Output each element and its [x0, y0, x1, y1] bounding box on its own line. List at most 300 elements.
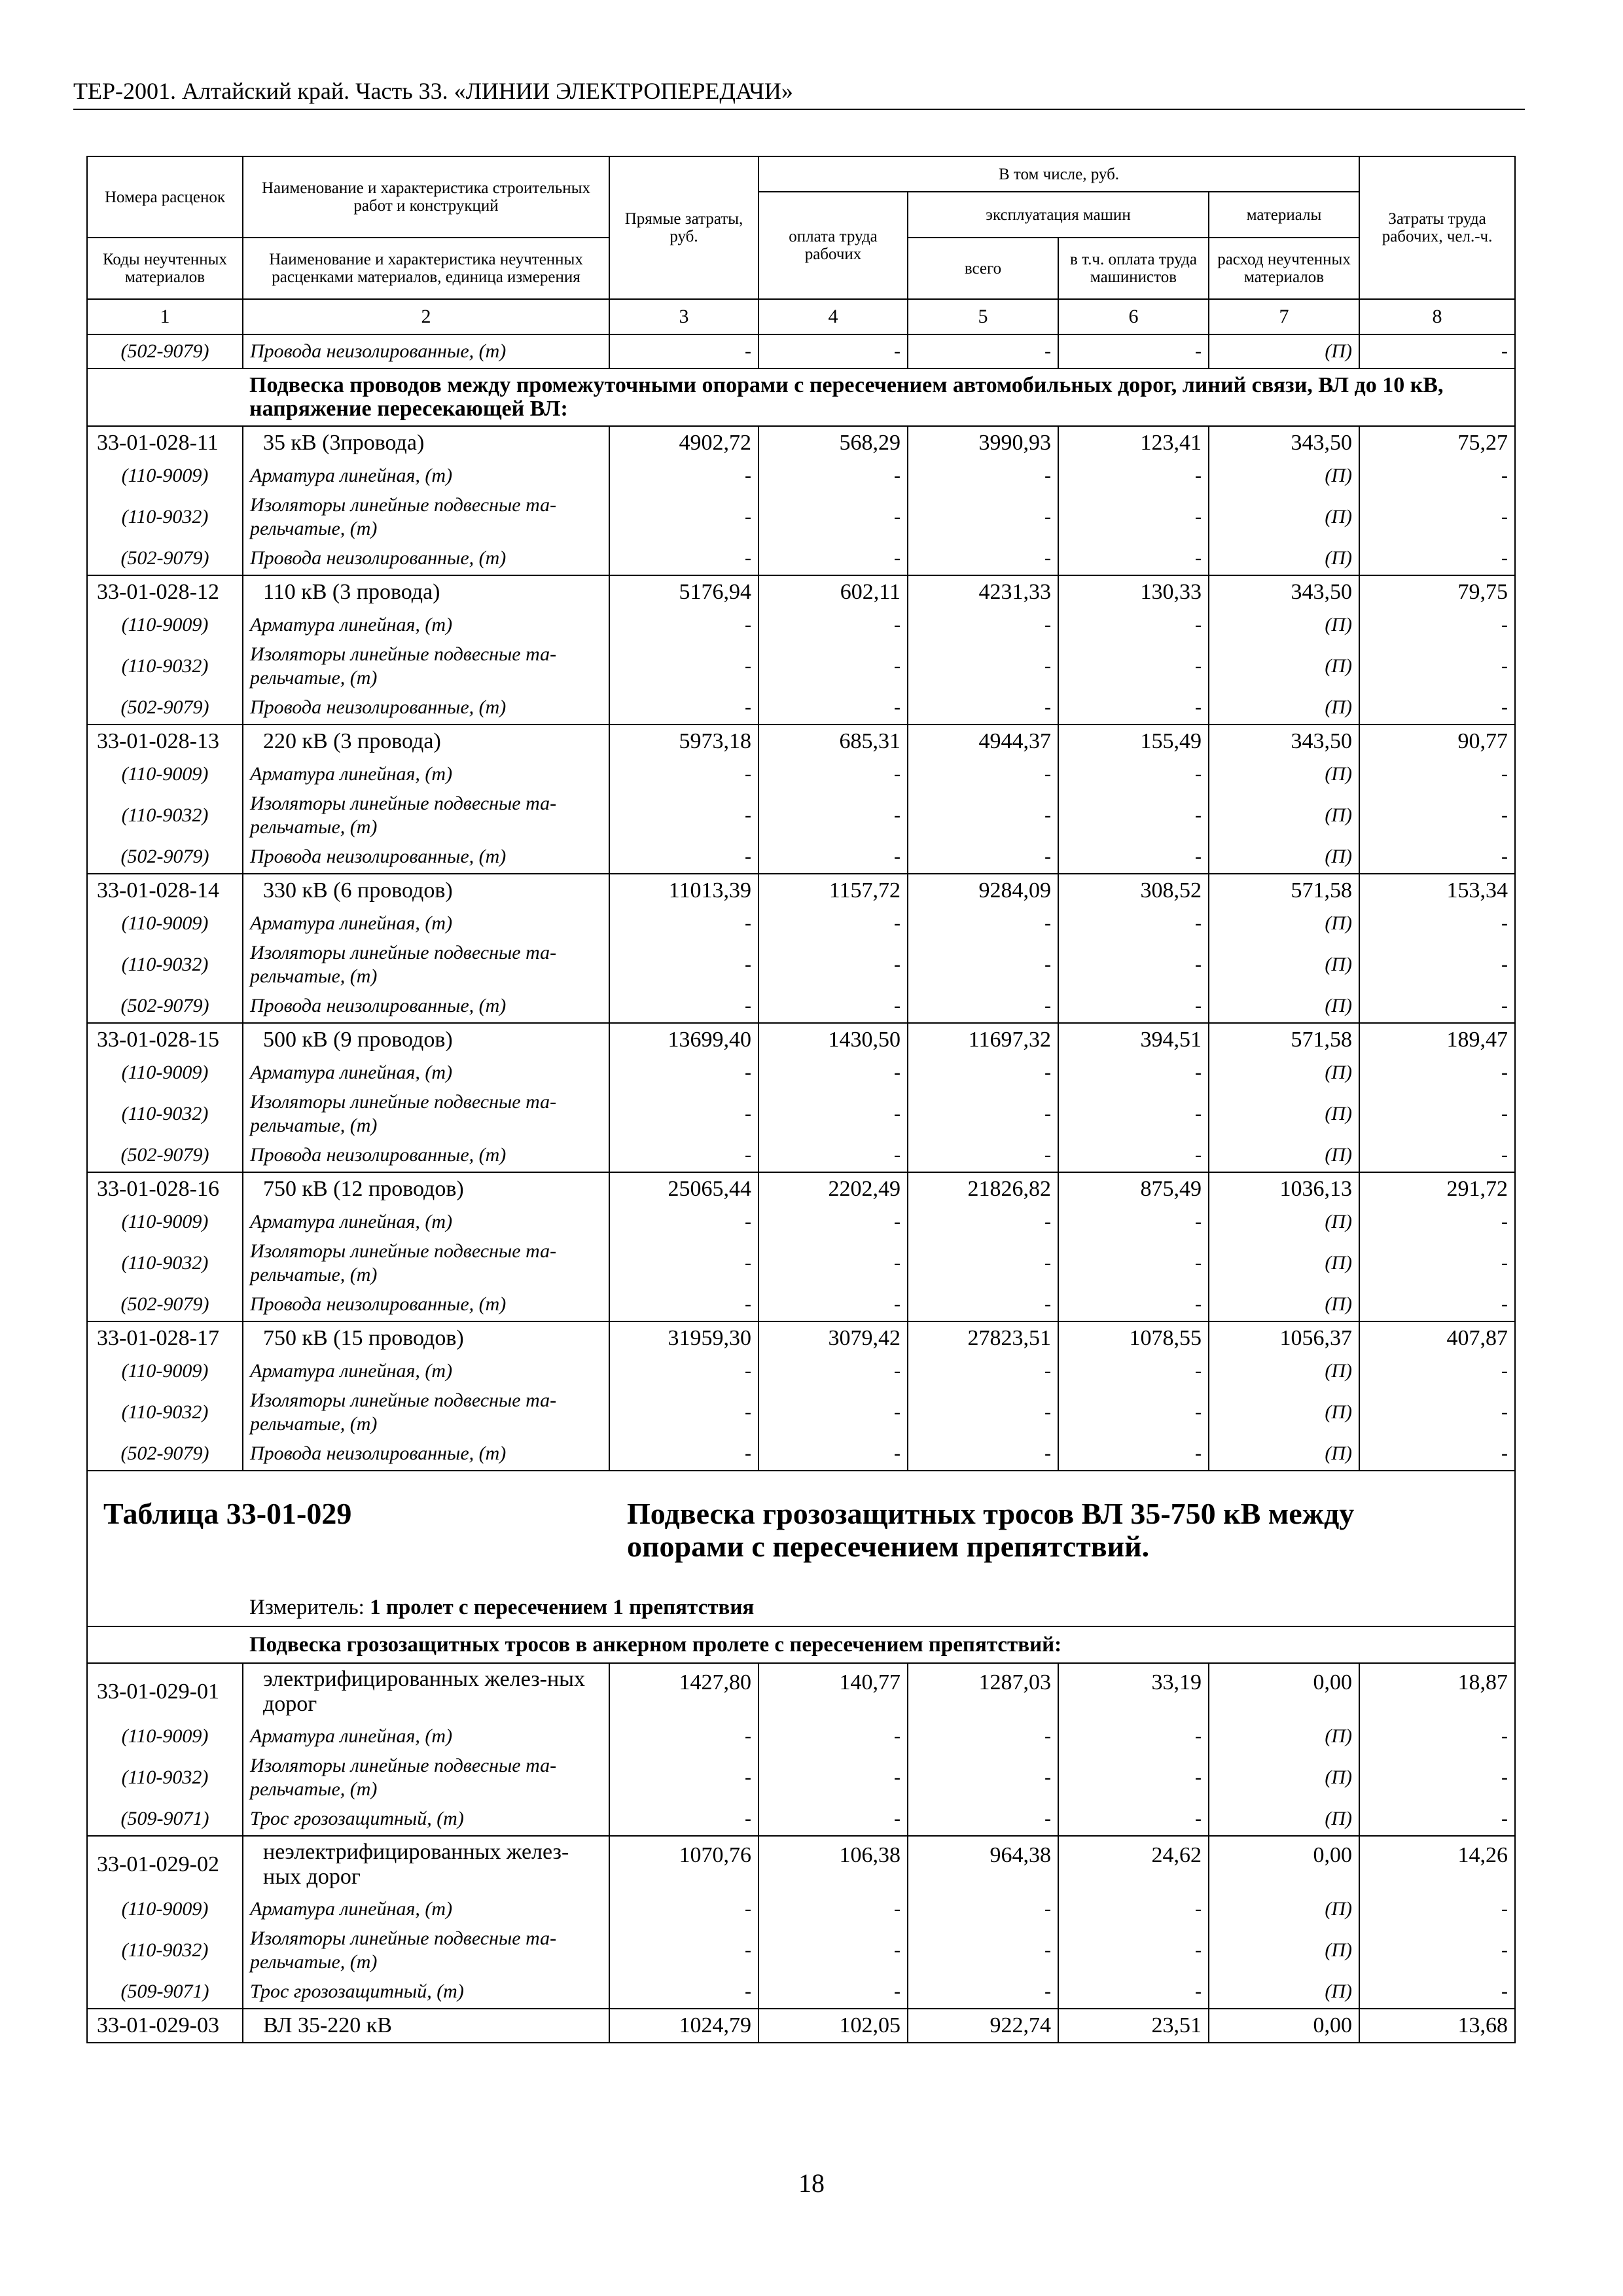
material-row [87, 1206, 1515, 1238]
material-value: - [758, 1238, 908, 1288]
material-value: - [908, 1206, 1058, 1238]
material-code: (110-9009) [87, 1206, 243, 1238]
material-value: - [609, 459, 758, 492]
material-value: - [1058, 641, 1209, 691]
material-row [87, 459, 1515, 492]
rate-code: 33-01-028-14 [87, 874, 243, 907]
material-name: Трос грозозащитный, (т) [243, 1803, 609, 1836]
material-code: (502-9079) [87, 990, 243, 1023]
material-labor: - [1359, 542, 1515, 575]
material-value: - [1058, 1139, 1209, 1172]
material-value: - [758, 1975, 908, 2009]
material-row [87, 1893, 1515, 1926]
material-value: - [609, 1926, 758, 1975]
material-code: (110-9032) [87, 641, 243, 691]
material-code: (110-9009) [87, 1720, 243, 1753]
material-name: Арматура линейная, (т) [243, 1056, 609, 1089]
rate-value: 3990,93 [908, 426, 1058, 459]
material-labor: - [1359, 1926, 1515, 1975]
material-code: (502-9079) [87, 1139, 243, 1172]
col-header-rate-numbers: Номера расценок [87, 156, 243, 238]
material-value: - [609, 641, 758, 691]
material-value: - [908, 907, 1058, 940]
material-labor: - [1359, 492, 1515, 542]
material-name: Арматура линейная, (т) [243, 1206, 609, 1238]
price-table [86, 156, 1514, 2043]
material-value: - [1058, 1206, 1209, 1238]
rate-row [87, 1321, 1515, 1355]
material-value: - [908, 791, 1058, 840]
rate-value: 123,41 [1058, 426, 1209, 459]
material-labor: - [1359, 609, 1515, 641]
section-heading: Подвеска проводов между промежуточными опорами с пересечением автомобильных дорог, линий связи, ВЛ до 10 кВ, напряжение пересекающей ВЛ: [243, 368, 1515, 426]
material-code: (110-9009) [87, 1355, 243, 1388]
rate-name: 500 кВ (9 проводов) [243, 1023, 609, 1056]
rate-value: 140,77 [758, 1663, 908, 1720]
material-row [87, 1288, 1515, 1321]
material-name: Изоляторы линейные подвесные та-рельчатые, (т) [243, 1238, 609, 1288]
material-consumption: (П) [1209, 758, 1359, 791]
material-code: (502-9079) [87, 334, 243, 368]
material-value: - [1058, 1753, 1209, 1803]
material-code: (509-9071) [87, 1803, 243, 1836]
material-labor: - [1359, 940, 1515, 990]
material-consumption: (П) [1209, 1926, 1359, 1975]
material-row [87, 1926, 1515, 1975]
material-value: - [908, 1288, 1058, 1321]
material-value: - [609, 840, 758, 874]
material-labor: - [1359, 1437, 1515, 1471]
rate-value: 0,00 [1209, 1836, 1359, 1893]
material-value: - [758, 907, 908, 940]
material-value: (П) [1209, 334, 1359, 368]
material-consumption: (П) [1209, 1753, 1359, 1803]
material-consumption: (П) [1209, 1089, 1359, 1139]
rate-value: 1157,72 [758, 874, 908, 907]
material-value: - [1058, 940, 1209, 990]
rate-row [87, 1836, 1515, 1893]
rate-value: 964,38 [908, 1836, 1058, 1893]
material-value: - [908, 1975, 1058, 2009]
material-value: - [908, 758, 1058, 791]
rate-value: 4944,37 [908, 725, 1058, 758]
rate-name: неэлектрифицированных желез-ных дорог [243, 1836, 609, 1893]
rate-row [87, 426, 1515, 459]
material-value: - [609, 1753, 758, 1803]
material-consumption: (П) [1209, 1803, 1359, 1836]
material-labor: - [1359, 1893, 1515, 1926]
material-value: - [609, 940, 758, 990]
material-name: Провода неизолированные, (т) [243, 1437, 609, 1471]
material-row [87, 1753, 1515, 1803]
material-value: - [1058, 459, 1209, 492]
rate-code: 33-01-029-01 [87, 1663, 243, 1720]
rate-value: 27823,51 [908, 1321, 1058, 1355]
rate-value: 24,62 [1058, 1836, 1209, 1893]
page-header: ТЕР-2001. Алтайский край. Часть 33. «ЛИНИИ ЭЛЕКТРОПЕРЕДАЧИ» [73, 77, 1525, 110]
rate-value: 5176,94 [609, 575, 758, 609]
material-value: - [609, 1238, 758, 1288]
material-value: - [1058, 1056, 1209, 1089]
rate-name: ВЛ 35-220 кВ [243, 2009, 609, 2043]
section-spacer [87, 368, 243, 426]
table-label: Таблица 33-01-029 [103, 1497, 352, 1530]
rate-value: 308,52 [1058, 874, 1209, 907]
col-header-materials: материалы [1209, 192, 1359, 238]
material-value: - [758, 609, 908, 641]
rate-code: 33-01-028-11 [87, 426, 243, 459]
material-code: (110-9009) [87, 758, 243, 791]
rate-value: 106,38 [758, 1836, 908, 1893]
material-consumption: (П) [1209, 1355, 1359, 1388]
material-code: (110-9032) [87, 940, 243, 990]
material-labor: - [1359, 691, 1515, 725]
rate-value: 21826,82 [908, 1172, 1058, 1206]
col-header-operators-wages: в т.ч. оплата труда машинистов [1058, 238, 1209, 299]
rate-code: 33-01-028-15 [87, 1023, 243, 1056]
material-value: - [758, 840, 908, 874]
column-number: 2 [243, 299, 609, 334]
material-row [87, 907, 1515, 940]
col-header-material-names: Наименование и характеристика неучтенных расценками материалов, единица измерения [243, 238, 609, 299]
rate-code: 33-01-028-16 [87, 1172, 243, 1206]
rate-value: 1078,55 [1058, 1321, 1209, 1355]
material-labor: - [1359, 1388, 1515, 1437]
material-value: - [758, 1720, 908, 1753]
material-row [87, 1056, 1515, 1089]
table-caption: Подвеска грозозащитных тросов ВЛ 35-750 кВ между опорами с пересечением препятствий. [627, 1497, 1355, 1563]
material-value: - [908, 1089, 1058, 1139]
material-row [87, 334, 1515, 368]
material-name: Арматура линейная, (т) [243, 609, 609, 641]
material-code: (110-9032) [87, 1753, 243, 1803]
material-name: Арматура линейная, (т) [243, 758, 609, 791]
material-name: Арматура линейная, (т) [243, 459, 609, 492]
material-value: - [758, 940, 908, 990]
col-header-direct-costs: Прямые затраты, руб. [609, 156, 758, 299]
material-consumption: (П) [1209, 1975, 1359, 2009]
rate-value: 33,19 [1058, 1663, 1209, 1720]
col-header-machines-total: всего [908, 238, 1058, 299]
rate-value: 4902,72 [609, 426, 758, 459]
material-labor: - [1359, 1056, 1515, 1089]
material-value: - [908, 1803, 1058, 1836]
rate-row [87, 874, 1515, 907]
column-number: 4 [758, 299, 908, 334]
material-value: - [758, 641, 908, 691]
material-value: - [1359, 334, 1515, 368]
material-value: - [1058, 791, 1209, 840]
material-name: Изоляторы линейные подвесные та-рельчатые, (т) [243, 1753, 609, 1803]
material-value: - [1058, 1238, 1209, 1288]
rate-name: 330 кВ (6 проводов) [243, 874, 609, 907]
material-consumption: (П) [1209, 1288, 1359, 1321]
material-value: - [758, 1089, 908, 1139]
material-value: - [609, 758, 758, 791]
material-code: (110-9009) [87, 1056, 243, 1089]
rate-value: 155,49 [1058, 725, 1209, 758]
material-name: Изоляторы линейные подвесные та-рельчатые, (т) [243, 1926, 609, 1975]
material-row [87, 840, 1515, 874]
material-value: - [908, 1753, 1058, 1803]
rate-value: 3079,42 [758, 1321, 908, 1355]
material-value: - [1058, 691, 1209, 725]
material-name: Провода неизолированные, (т) [243, 691, 609, 725]
material-consumption: (П) [1209, 609, 1359, 641]
material-value: - [758, 1893, 908, 1926]
material-value: - [609, 1975, 758, 2009]
material-value: - [609, 1089, 758, 1139]
material-value: - [908, 1893, 1058, 1926]
material-labor: - [1359, 1089, 1515, 1139]
material-value: - [758, 791, 908, 840]
material-name: Провода неизолированные, (т) [243, 840, 609, 874]
material-labor: - [1359, 1720, 1515, 1753]
material-code: (110-9009) [87, 459, 243, 492]
rate-value: 11013,39 [609, 874, 758, 907]
table-title-row [87, 1471, 1515, 1589]
rate-value: 9284,09 [908, 874, 1058, 907]
material-name: Арматура линейная, (т) [243, 1893, 609, 1926]
rate-row [87, 2009, 1515, 2043]
material-row [87, 791, 1515, 840]
material-labor: - [1359, 840, 1515, 874]
material-value: - [609, 542, 758, 575]
material-name: Провода неизолированные, (т) [243, 334, 609, 368]
rate-value: 1056,37 [1209, 1321, 1359, 1355]
material-labor: - [1359, 641, 1515, 691]
rate-value: 1287,03 [908, 1663, 1058, 1720]
material-value: - [908, 1926, 1058, 1975]
column-number: 8 [1359, 299, 1515, 334]
material-value: - [758, 1056, 908, 1089]
rate-name: 750 кВ (12 проводов) [243, 1172, 609, 1206]
rate-name: 220 кВ (3 провода) [243, 725, 609, 758]
material-value: - [908, 641, 1058, 691]
material-row [87, 691, 1515, 725]
material-labor: - [1359, 1206, 1515, 1238]
rate-value: 394,51 [1058, 1023, 1209, 1056]
rate-code: 33-01-029-02 [87, 1836, 243, 1893]
material-labor: - [1359, 1288, 1515, 1321]
material-value: - [758, 542, 908, 575]
material-consumption: (П) [1209, 641, 1359, 691]
material-consumption: (П) [1209, 1139, 1359, 1172]
material-value: - [1058, 1803, 1209, 1836]
rate-value: 75,27 [1359, 426, 1515, 459]
material-value: - [1058, 1893, 1209, 1926]
section-heading: Подвеска грозозащитных тросов в анкерном пролете с пересечением препятствий: [243, 1626, 1515, 1663]
material-value: - [758, 459, 908, 492]
material-value: - [908, 1437, 1058, 1471]
col-header-machines: эксплуатация машин [908, 192, 1209, 238]
material-value: - [609, 1288, 758, 1321]
material-value: - [908, 940, 1058, 990]
material-value: - [1058, 1975, 1209, 2009]
material-code: (502-9079) [87, 542, 243, 575]
material-value: - [1058, 1355, 1209, 1388]
material-row [87, 492, 1515, 542]
material-code: (110-9009) [87, 609, 243, 641]
material-name: Изоляторы линейные подвесные та-рельчатые, (т) [243, 1089, 609, 1139]
rate-value: 11697,32 [908, 1023, 1058, 1056]
col-header-materials-consumption: расход неучтенных материалов [1209, 238, 1359, 299]
material-labor: - [1359, 1238, 1515, 1288]
material-labor: - [1359, 791, 1515, 840]
material-name: Провода неизолированные, (т) [243, 542, 609, 575]
material-row [87, 1238, 1515, 1288]
rate-value: 31959,30 [609, 1321, 758, 1355]
rate-row [87, 1172, 1515, 1206]
material-row [87, 1388, 1515, 1437]
material-name: Провода неизолированные, (т) [243, 1288, 609, 1321]
rate-value: 90,77 [1359, 725, 1515, 758]
rate-value: 13,68 [1359, 2009, 1515, 2043]
material-value: - [758, 334, 908, 368]
measure-spacer [87, 1589, 243, 1626]
page-number: 18 [798, 2168, 825, 2198]
material-value: - [758, 1288, 908, 1321]
material-value: - [1058, 1288, 1209, 1321]
material-value: - [1058, 334, 1209, 368]
material-labor: - [1359, 907, 1515, 940]
material-consumption: (П) [1209, 990, 1359, 1023]
material-value: - [609, 1437, 758, 1471]
material-code: (110-9032) [87, 1388, 243, 1437]
rate-code: 33-01-028-17 [87, 1321, 243, 1355]
material-code: (502-9079) [87, 1437, 243, 1471]
material-value: - [609, 492, 758, 542]
rate-row [87, 1663, 1515, 1720]
material-value: - [758, 1206, 908, 1238]
material-value: - [1058, 840, 1209, 874]
rate-value: 343,50 [1209, 426, 1359, 459]
col-header-wages: оплата труда рабочих [758, 192, 908, 299]
rate-value: 922,74 [908, 2009, 1058, 2043]
material-value: - [758, 1388, 908, 1437]
material-labor: - [1359, 1355, 1515, 1388]
material-row [87, 1139, 1515, 1172]
material-value: - [609, 1139, 758, 1172]
material-value: - [1058, 1388, 1209, 1437]
rate-value: 343,50 [1209, 575, 1359, 609]
rate-value: 0,00 [1209, 1663, 1359, 1720]
rate-value: 2202,49 [758, 1172, 908, 1206]
material-code: (110-9032) [87, 1238, 243, 1288]
rate-value: 1070,76 [609, 1836, 758, 1893]
rate-value: 571,58 [1209, 874, 1359, 907]
material-row [87, 1089, 1515, 1139]
rate-value: 602,11 [758, 575, 908, 609]
material-row [87, 1437, 1515, 1471]
material-code: (110-9032) [87, 492, 243, 542]
material-row [87, 940, 1515, 990]
rate-value: 18,87 [1359, 1663, 1515, 1720]
rates-table [86, 156, 1516, 2043]
material-consumption: (П) [1209, 1893, 1359, 1926]
material-value: - [609, 1206, 758, 1238]
rate-value: 343,50 [1209, 725, 1359, 758]
rate-code: 33-01-028-13 [87, 725, 243, 758]
rate-value: 102,05 [758, 2009, 908, 2043]
material-consumption: (П) [1209, 542, 1359, 575]
material-value: - [1058, 907, 1209, 940]
material-consumption: (П) [1209, 791, 1359, 840]
material-name: Арматура линейная, (т) [243, 907, 609, 940]
material-labor: - [1359, 1139, 1515, 1172]
rate-value: 291,72 [1359, 1172, 1515, 1206]
rate-name: электрифицированных желез-ных дорог [243, 1663, 609, 1720]
rate-row [87, 1023, 1515, 1056]
material-value: - [1058, 492, 1209, 542]
material-value: - [609, 1893, 758, 1926]
material-value: - [758, 691, 908, 725]
material-value: - [758, 1437, 908, 1471]
material-code: (502-9079) [87, 840, 243, 874]
rate-value: 875,49 [1058, 1172, 1209, 1206]
material-code: (110-9032) [87, 791, 243, 840]
material-consumption: (П) [1209, 1720, 1359, 1753]
material-value: - [1058, 542, 1209, 575]
material-value: - [1058, 990, 1209, 1023]
material-value: - [908, 459, 1058, 492]
material-value: - [758, 1753, 908, 1803]
rate-row [87, 575, 1515, 609]
col-header-labor: Затраты труда рабочих, чел.-ч. [1359, 156, 1515, 299]
material-name: Трос грозозащитный, (т) [243, 1975, 609, 2009]
material-value: - [758, 1139, 908, 1172]
rate-value: 1430,50 [758, 1023, 908, 1056]
material-row [87, 1355, 1515, 1388]
material-value: - [609, 1388, 758, 1437]
rate-value: 130,33 [1058, 575, 1209, 609]
material-value: - [609, 907, 758, 940]
material-consumption: (П) [1209, 940, 1359, 990]
column-number: 3 [609, 299, 758, 334]
rate-value: 23,51 [1058, 2009, 1209, 2043]
material-name: Арматура линейная, (т) [243, 1355, 609, 1388]
rate-value: 685,31 [758, 725, 908, 758]
material-consumption: (П) [1209, 1388, 1359, 1437]
rate-value: 79,75 [1359, 575, 1515, 609]
material-value: - [609, 609, 758, 641]
material-consumption: (П) [1209, 691, 1359, 725]
material-value: - [758, 758, 908, 791]
section-heading-row [87, 1626, 1515, 1663]
section-heading-row [87, 368, 1515, 426]
material-value: - [609, 334, 758, 368]
rate-value: 568,29 [758, 426, 908, 459]
rate-value: 153,34 [1359, 874, 1515, 907]
material-row [87, 758, 1515, 791]
material-value: - [758, 1926, 908, 1975]
material-value: - [758, 1355, 908, 1388]
rate-value: 571,58 [1209, 1023, 1359, 1056]
material-value: - [908, 1139, 1058, 1172]
rate-value: 189,47 [1359, 1023, 1515, 1056]
material-value: - [609, 691, 758, 725]
rate-name: 110 кВ (3 провода) [243, 575, 609, 609]
measure-text [243, 1589, 1515, 1626]
material-code: (110-9009) [87, 1893, 243, 1926]
material-labor: - [1359, 758, 1515, 791]
rate-row [87, 725, 1515, 758]
material-value: - [1058, 1720, 1209, 1753]
measure-label: Измеритель: [249, 1596, 365, 1619]
material-labor: - [1359, 1753, 1515, 1803]
material-row [87, 990, 1515, 1023]
material-consumption: (П) [1209, 459, 1359, 492]
